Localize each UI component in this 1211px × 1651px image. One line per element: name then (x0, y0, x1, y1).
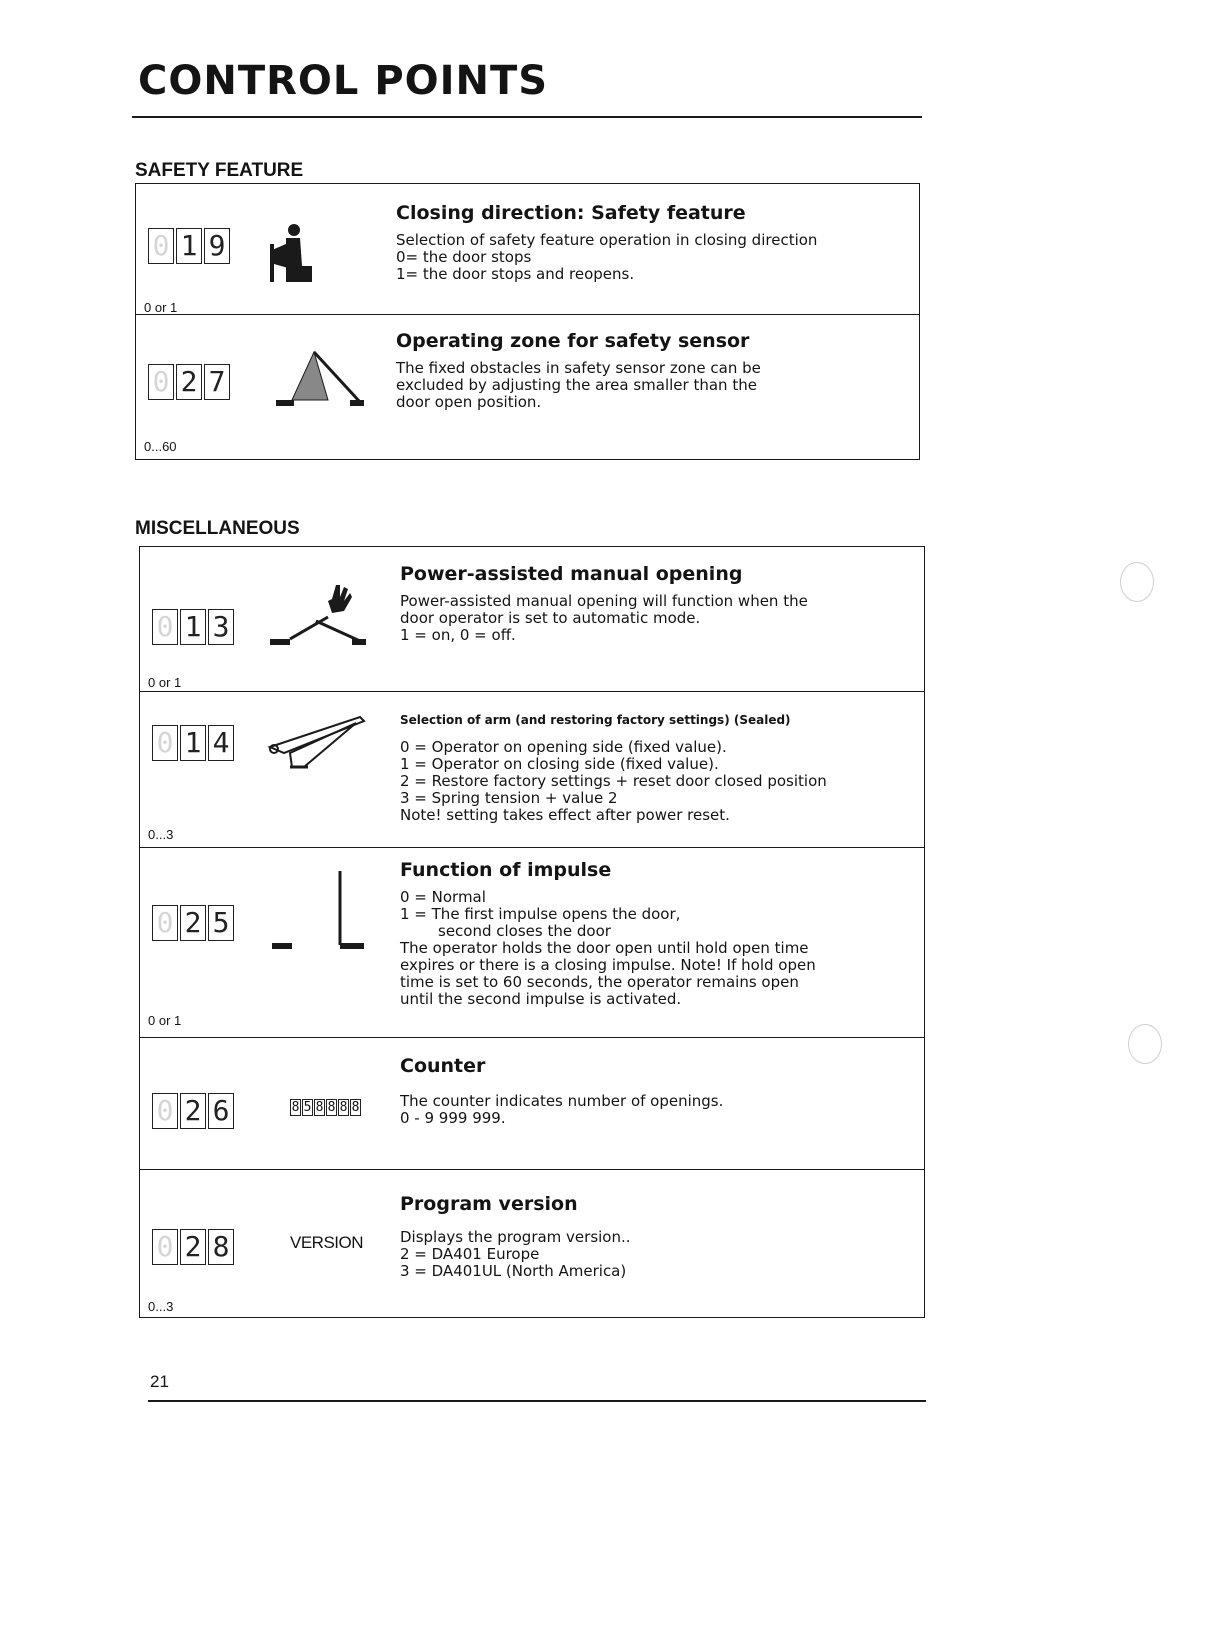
punch-hole-mark (1120, 562, 1154, 602)
row-line: Displays the program version.. (400, 1228, 631, 1246)
display-digit: 3 (208, 609, 234, 645)
row-line: 2 = DA401 Europe (400, 1245, 540, 1263)
row-line: The operator holds the door open until hold open time (400, 939, 809, 957)
display-digit: 1 (180, 725, 206, 761)
punch-hole-mark (1128, 1024, 1162, 1064)
row-line: 3 = DA401UL (North America) (400, 1262, 627, 1280)
obstacle-door-icon (256, 342, 366, 416)
display-digit: 2 (180, 905, 206, 941)
display-digit: 2 (180, 1093, 206, 1129)
row-line: door open position. (396, 393, 542, 411)
page-number: 21 (150, 1372, 169, 1391)
version-label: VERSION (290, 1233, 364, 1252)
row-line: second closes the door (438, 922, 611, 940)
display-digit: 4 (208, 725, 234, 761)
counter-digit: 8 (339, 1100, 348, 1115)
display-digit: 1 (176, 228, 202, 264)
row-line: 0 = Operator on opening side (fixed value). (400, 738, 727, 756)
row-description (396, 202, 909, 283)
display-digit: 5 (208, 905, 234, 941)
row-line: 0 = Normal (400, 888, 486, 906)
display-digit: 6 (208, 1093, 234, 1129)
display-digit: 0 (152, 1229, 178, 1265)
footer-rule (148, 1400, 926, 1402)
title-rule (132, 116, 922, 118)
row-description (396, 330, 909, 411)
seven-segment-display (152, 1093, 234, 1129)
row-line: 1 = Operator on closing side (fixed value). (400, 755, 719, 773)
display-digit: 1 (180, 609, 206, 645)
display-digit: 7 (204, 364, 230, 400)
counter-digit: 8 (291, 1100, 300, 1115)
control-row-25 (140, 847, 924, 1038)
row-description (400, 713, 914, 824)
counter-digit: 8 (315, 1100, 324, 1115)
row-line: 3 = Spring tension + value 2 (400, 789, 618, 807)
value-range: 0 or 1 (148, 675, 182, 690)
row-line: door operator is set to automatic mode. (400, 609, 701, 627)
counter-digit: 8 (327, 1100, 336, 1115)
value-range: 0 or 1 (144, 300, 178, 315)
section-heading-miscellaneous: MISCELLANEOUS (135, 518, 300, 539)
row-description (400, 1055, 914, 1127)
operator-arm-icon (260, 713, 370, 777)
row-title: Program version (400, 1193, 578, 1215)
row-line: excluded by adjusting the area smaller than the (396, 376, 757, 394)
counter-digit: 8 (351, 1100, 360, 1115)
display-digit: 0 (152, 725, 178, 761)
display-digit: 8 (208, 1229, 234, 1265)
seven-segment-display (152, 1229, 234, 1265)
row-title: Closing direction: Safety feature (396, 202, 746, 224)
control-row-14 (140, 691, 924, 848)
value-range: 0...3 (148, 827, 174, 842)
control-row-26 (140, 1037, 924, 1170)
hand-push-door-icon (260, 581, 370, 655)
display-digit: 0 (152, 609, 178, 645)
row-line: 0= the door stops (396, 248, 532, 266)
door-impulse-icon (260, 865, 370, 959)
page-title: CONTROL POINTS (138, 58, 549, 104)
row-title: Power-assisted manual opening (400, 563, 743, 585)
row-title: Counter (400, 1055, 486, 1077)
row-line: time is set to 60 seconds, the operator remains open (400, 973, 799, 991)
row-line: until the second impulse is activated. (400, 990, 682, 1008)
counter-digits-icon (290, 1099, 361, 1116)
counter-digit: 5 (303, 1100, 312, 1115)
row-line: The counter indicates number of openings. (400, 1092, 724, 1110)
miscellaneous-panel (139, 546, 925, 1318)
person-in-doorway-icon (256, 220, 326, 294)
row-line: Selection of safety feature operation in closing direction (396, 231, 818, 249)
control-row-19 (136, 184, 919, 315)
row-line: 1= the door stops and reopens. (396, 265, 635, 283)
display-digit: 2 (180, 1229, 206, 1265)
seven-segment-display (152, 905, 234, 941)
row-line: 1 = on, 0 = off. (400, 626, 516, 644)
display-digit: 0 (148, 364, 174, 400)
row-line: 2 = Restore factory settings + reset door closed position (400, 772, 827, 790)
seven-segment-display (148, 228, 230, 264)
row-description (400, 1193, 914, 1280)
row-title: Selection of arm (and restoring factory settings) (Sealed) (400, 713, 791, 727)
row-line: 0 - 9 999 999. (400, 1109, 506, 1127)
display-digit: 9 (204, 228, 230, 264)
row-line: The fixed obstacles in safety sensor zone can be (396, 359, 761, 377)
display-digit: 0 (148, 228, 174, 264)
seven-segment-display (152, 609, 234, 645)
row-title: Operating zone for safety sensor (396, 330, 750, 352)
row-line: expires or there is a closing impulse. Note! If hold open (400, 956, 816, 974)
section-heading-safety-feature: SAFETY FEATURE (135, 160, 304, 181)
control-row-28 (140, 1169, 924, 1319)
row-line: Power-assisted manual opening will function when the (400, 592, 808, 610)
row-description (400, 859, 914, 1008)
control-row-27 (136, 314, 919, 461)
display-digit: 2 (176, 364, 202, 400)
display-digit: 0 (152, 905, 178, 941)
row-line: Note! setting takes effect after power reset. (400, 806, 730, 824)
row-title: Function of impulse (400, 859, 612, 881)
safety-feature-panel (135, 183, 920, 460)
row-description (400, 563, 914, 644)
row-line: 1 = The first impulse opens the door, (400, 905, 681, 923)
seven-segment-display (152, 725, 234, 761)
control-row-13 (140, 547, 924, 692)
value-range: 0...60 (144, 439, 177, 454)
value-range: 0 or 1 (148, 1013, 182, 1028)
value-range: 0...3 (148, 1299, 174, 1314)
seven-segment-display (148, 364, 230, 400)
display-digit: 0 (152, 1093, 178, 1129)
